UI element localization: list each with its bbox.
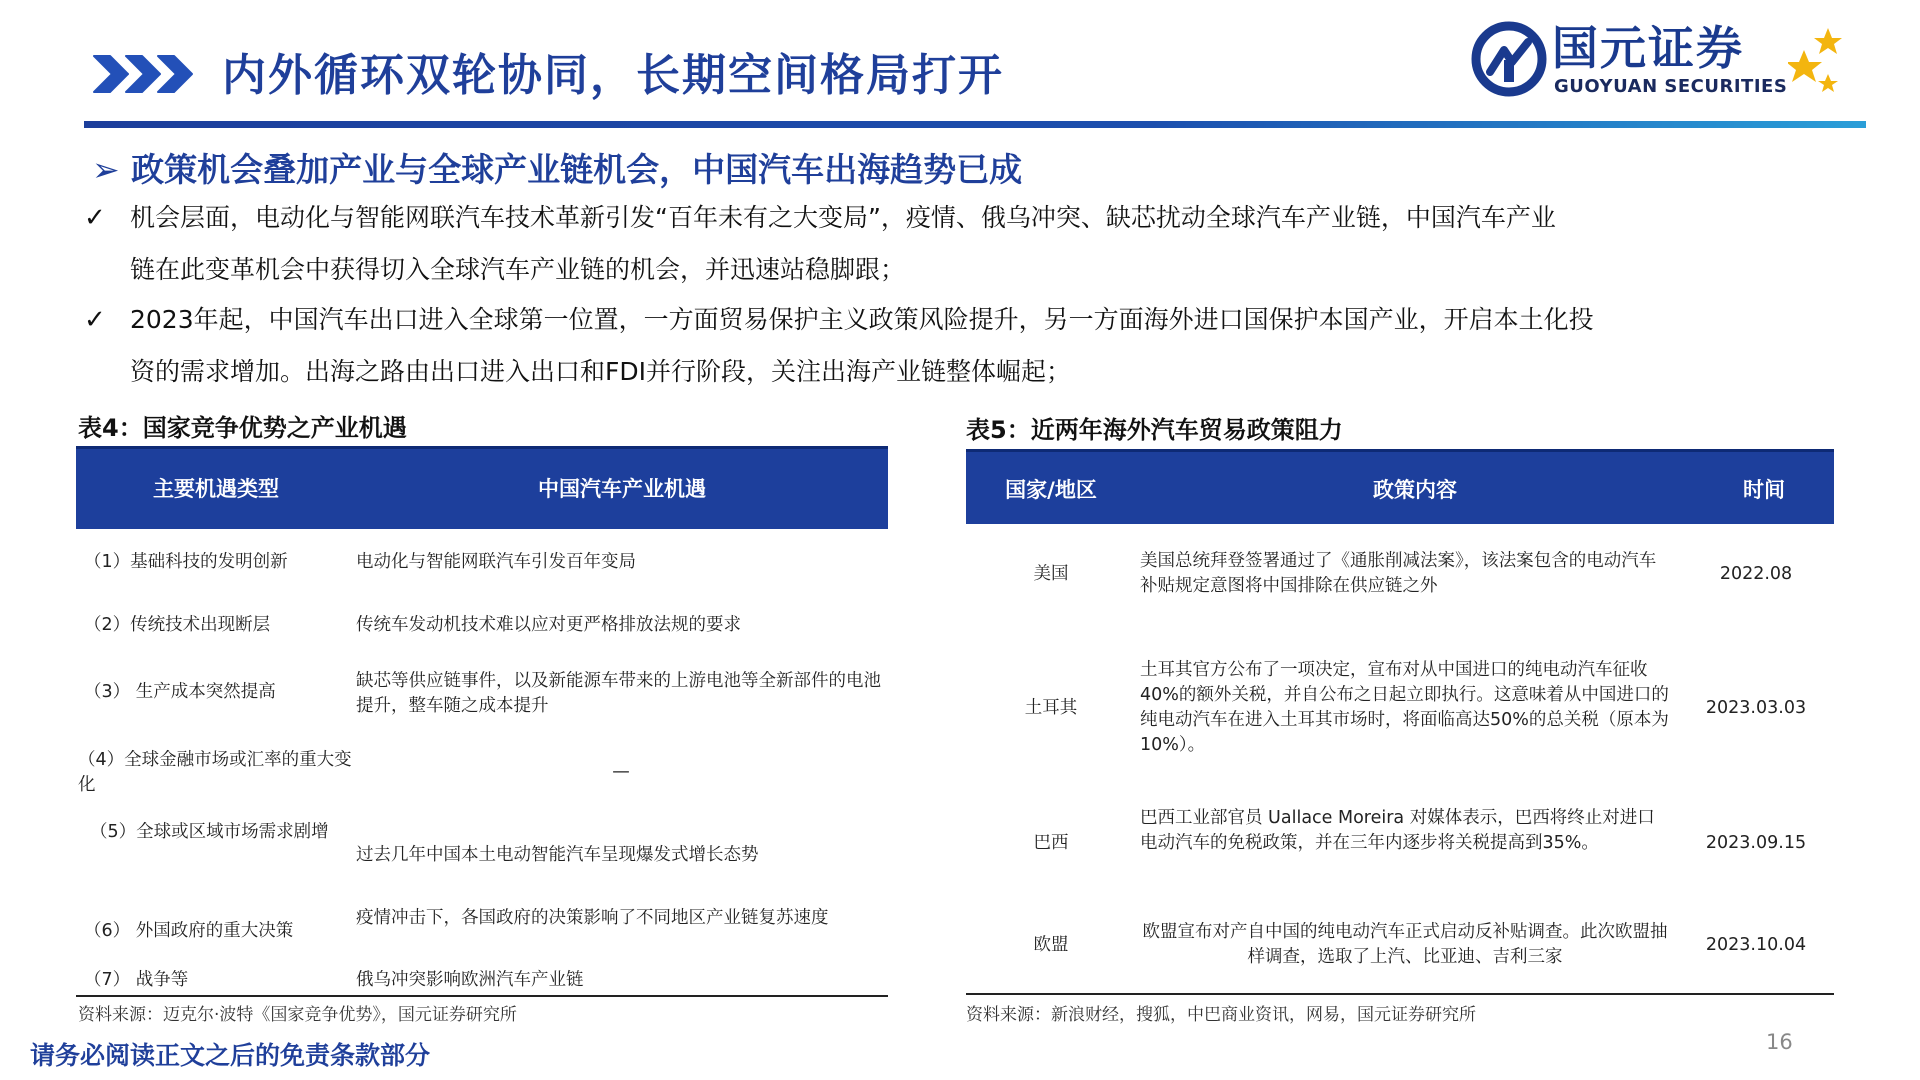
table4-cell-opp: 过去几年中国本土电动智能汽车呈现爆发式增长态势 [356, 845, 759, 865]
logo-chinese-name: 国元证券 [1552, 21, 1744, 75]
table4-cell-type: （2）传统技术出现断层 [84, 615, 271, 635]
table4-header-cell: 主要机遇类型 [153, 477, 279, 501]
table5-bottom-rule [966, 993, 1834, 995]
table5-header-cell: 时间 [1743, 478, 1785, 502]
table4-header [76, 446, 888, 529]
table4-header-cell: 中国汽车产业机遇 [538, 477, 706, 501]
table4-cell-type: （7） 战争等 [84, 970, 189, 990]
company-logo [1470, 20, 1860, 104]
section-heading-text: 政策机会叠加产业与全球产业链机会，中国汽车出海趋势已成 [131, 150, 1023, 189]
table5-cell-date: 2023.03.03 [1705, 698, 1807, 718]
table5-header [966, 449, 1834, 524]
table5-cell-date: 2023.09.15 [1705, 833, 1807, 853]
table5-caption: 表5：近两年海外汽车贸易政策阻力 [966, 416, 1343, 444]
table4-cell-opp: 传统车发动机技术难以应对更严格排放法规的要求 [356, 615, 741, 635]
bullet-item-1 [84, 192, 1784, 296]
table4-cell-type: （5）全球或区域市场需求剧增 [90, 822, 329, 842]
table5-cell-region: 巴西 [1033, 833, 1069, 853]
header-divider [84, 121, 1866, 128]
page-number: 16 [1766, 1030, 1793, 1054]
bullet-item-2 [84, 294, 1784, 398]
table5-cell-policy: 土耳其官方公布了一项决定，宣布对从中国进口的纯电动汽车征收40%的额外关税，并自公布之日起立即执行。这意味着从中国进口的纯电动汽车在进入土耳其市场时，将面临高达50%的总关税（原本为10%）。 [1140, 660, 1669, 755]
table4-cell-type: （6） 外国政府的重大决策 [84, 921, 294, 941]
checkmark-icon: ✓ [84, 203, 106, 233]
table5-cell-date: 2023.10.04 [1705, 935, 1807, 955]
bullet-line: 机会层面，电动化与智能网联汽车技术革新引发“百年未有之大变局”，疫情、俄乌冲突、缺芯扰动全球汽车产业链，中国汽车产业 [130, 203, 1556, 232]
bullet-line: 链在此变革机会中获得切入全球汽车产业链的机会，并迅速站稳脚跟； [130, 255, 906, 284]
table5-cell-policy: 欧盟宣布对产自中国的纯电动汽车正式启动反补贴调查。此次欧盟抽样调查，选取了上汽、比亚迪、吉利三家 [1142, 922, 1668, 967]
page-title: 内外循环双轮协同，长期空间格局打开 [222, 50, 1004, 101]
table4-caption: 表4：国家竞争优势之产业机遇 [78, 414, 407, 442]
table5-cell-region: 土耳其 [1024, 698, 1078, 718]
table4-source: 资料来源：迈克尔·波特《国家竞争优势》，国元证券研究所 [78, 1005, 517, 1025]
table4-cell-opp: 缺芯等供应链事件，以及新能源车带来的上游电池等全新部件的电池提升，整车随之成本提升 [356, 671, 881, 716]
chevron-arrows-icon [92, 52, 196, 96]
checkmark-icon: ✓ [84, 305, 106, 335]
bullet-line: 2023年起，中国汽车出口进入全球第一位置，一方面贸易保护主义政策风险提升，另一方面海外进口国保护本国产业，开启本土化投 [130, 305, 1594, 334]
section-heading [92, 148, 1022, 192]
table4-cell-type: （3） 生产成本突然提高 [84, 682, 276, 702]
table4-cell-type: （1）基础科技的发明创新 [84, 552, 288, 572]
table5-cell-region: 美国 [1033, 564, 1069, 584]
table5-source: 资料来源：新浪财经，搜狐，中巴商业资讯，网易，国元证券研究所 [966, 1005, 1476, 1025]
table4-cell-opp: 疫情冲击下，各国政府的决策影响了不同地区产业链复苏速度 [356, 908, 829, 928]
table5-cell-date: 2022.08 [1719, 564, 1793, 584]
table4-cell-opp: 电动化与智能网联汽车引发百年变局 [356, 552, 636, 572]
arrow-bullet-icon: ➢ [92, 150, 132, 189]
table5-cell-policy: 美国总统拜登签署通过了《通胀削减法案》，该法案包含的电动汽车补贴规定意图将中国排除在供应链之外 [1140, 551, 1657, 596]
bullet-line: 资的需求增加。出海之路由出口进入出口和FDI并行阶段，关注出海产业链整体崛起； [130, 357, 1072, 386]
table5-cell-region: 欧盟 [1033, 935, 1069, 955]
table5-cell-policy: 巴西工业部官员 Uallace Moreira 对媒体表示，巴西将终止对进口电动汽车的免税政策，并在三年内逐步将关税提高到35%。 [1140, 808, 1655, 853]
table4-cell-opp: — [612, 762, 630, 782]
logo-emblem-icon [1470, 20, 1548, 98]
table4-bottom-rule [76, 995, 888, 997]
table5-header-cell: 政策内容 [1373, 478, 1457, 502]
logo-stars-icon [1788, 26, 1848, 102]
table5-header-cell: 国家/地区 [1005, 478, 1097, 502]
logo-english-name: GUOYUAN SECURITIES [1554, 76, 1788, 97]
disclaimer-text: 请务必阅读正文之后的免责条款部分 [30, 1041, 431, 1070]
table4-cell-type: （4）全球金融市场或汇率的重大变化 [78, 750, 352, 795]
table4-cell-opp: 俄乌冲突影响欧洲汽车产业链 [356, 970, 584, 990]
